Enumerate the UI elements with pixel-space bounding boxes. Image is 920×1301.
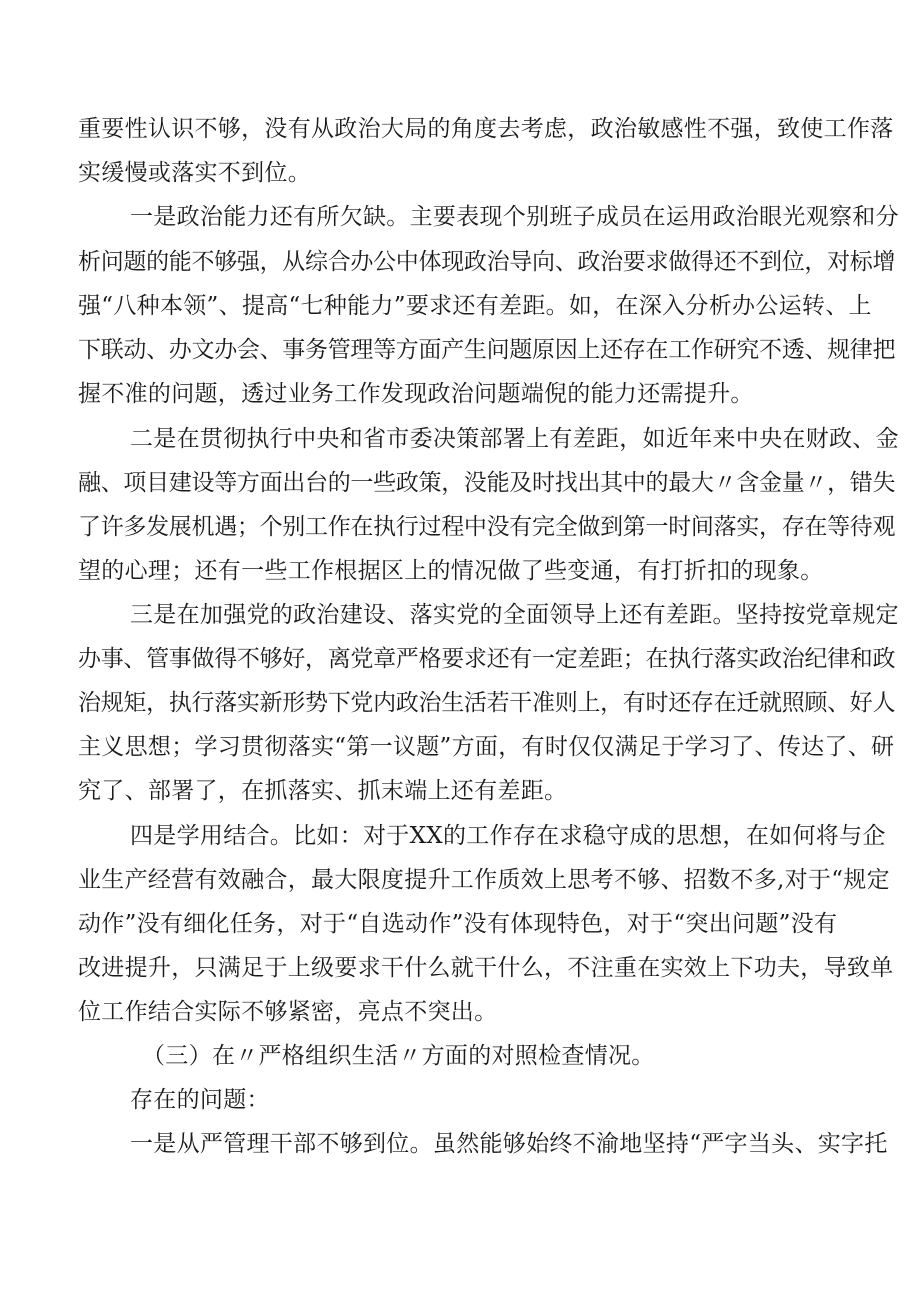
text-line: 存在的问题： xyxy=(130,1087,270,1113)
text-line: 业生产经营有效融合，最大限度提升工作质效上思考不够、招数不多,对于“规定 xyxy=(78,867,890,893)
text-line: 融、项目建设等方面出台的一些政策，没能及时找出其中的最大〃含金量〃，错失 xyxy=(78,470,896,496)
text-line: 握不准的问题，透过业务工作发现政治问题端倪的能力还需提升。 xyxy=(78,381,754,407)
section-heading: （三）在〃严格组织生活〃方面的对照检查情况。 xyxy=(142,1043,655,1069)
text-line: 一是从严管理干部不够到位。虽然能够始终不渝地坚持“严字当头、实字托 xyxy=(130,1131,888,1157)
text-line: 办事、管事做得不够好，离党章严格要求还有一定差距；在执行落实政治纪律和政 xyxy=(78,646,896,672)
text-line: 强“八种本领”、提高“七种能力”要求还有差距。如，在深入分析办公运转、上 xyxy=(78,293,872,319)
text-line: 二是在贯彻执行中央和省市委决策部署上有差距，如近年来中央在财政、金 xyxy=(130,426,899,452)
text-line: 位工作结合实际不够紧密，亮点不突出。 xyxy=(78,999,498,1025)
text-line: 治规矩，执行落实新形势下党内政治生活若干准则上，有时还存在迁就照顾、好人 xyxy=(78,690,896,716)
text-line: 四是学用结合。比如：对于XX的工作存在求稳守成的思想，在如何将与企 xyxy=(130,823,886,849)
text-line: 了许多发展机遇；个别工作在执行过程中没有完全做到第一时间落实，存在等待观 xyxy=(78,514,896,540)
text-line: 改进提升，只满足于上级要求干什么就干什么，不注重在实效上下功夫，导致单 xyxy=(78,955,894,981)
text-line: 主义思想；学习贯彻落实“第一议题”方面，有时仅仅满足于学习了、传达了、研 xyxy=(78,734,895,760)
text-line: 重要性认识不够，没有从政治大局的角度去考虑，政治敏感性不强，致使工作落 xyxy=(78,116,894,142)
text-line: 一是政治能力还有所欠缺。主要表现个别班子成员在运用政治眼光观察和分 xyxy=(130,204,899,230)
text-line: 三是在加强党的政治建设、落实党的全面领导上还有差距。坚持按党章规定 xyxy=(130,602,899,628)
text-line: 动作”没有细化任务，对于“自选动作”没有体现特色，对于“突出问题”没有 xyxy=(78,911,838,937)
text-line: 究了、部署了，在抓落实、抓末端上还有差距。 xyxy=(78,778,568,804)
text-line: 下联动、办文办会、事务管理等方面产生问题原因上还存在工作研究不透、规律把 xyxy=(78,337,896,363)
text-line: 望的心理；还有一些工作根据区上的情况做了些变通，有打折扣的现象。 xyxy=(78,558,824,584)
text-line: 实缓慢或落实不到位。 xyxy=(78,160,311,186)
text-line: 析问题的能不够强，从综合办公中体现政治导向、政治要求做得还不到位，对标增 xyxy=(78,249,896,275)
